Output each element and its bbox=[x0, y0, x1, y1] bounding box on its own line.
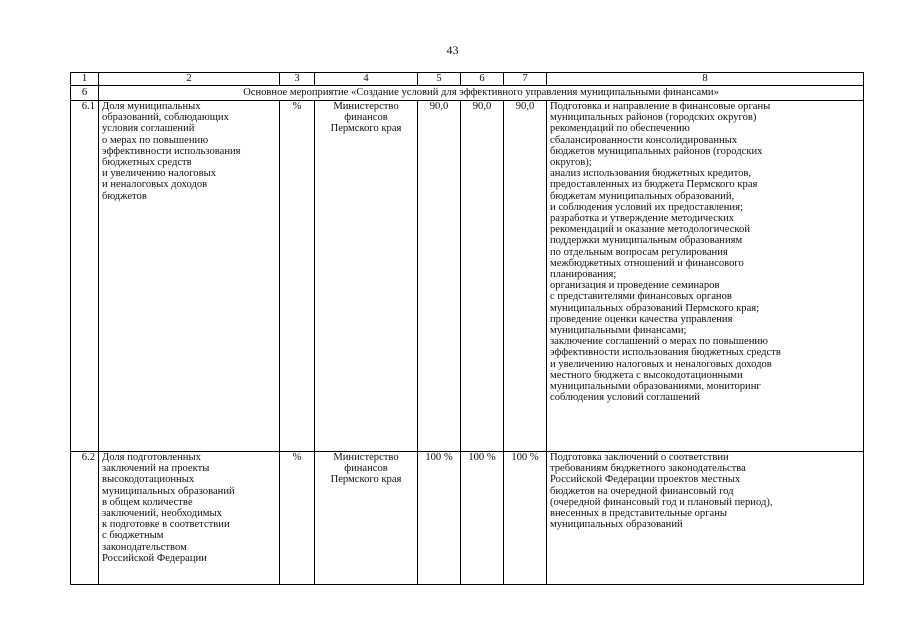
header-row bbox=[71, 73, 864, 86]
text-line: Доля муниципальных bbox=[102, 101, 201, 112]
unit-cell: % bbox=[280, 452, 315, 585]
text-line: эффективности использования бюджетных средств bbox=[550, 347, 781, 359]
text-line: внесенных в представительные органы bbox=[550, 508, 727, 520]
text-line: и неналоговых доходов bbox=[102, 179, 208, 191]
text-line: (очередной финансовый год и плановый период), bbox=[550, 496, 773, 508]
text-line: анализ использования бюджетных кредитов, bbox=[550, 168, 752, 180]
text-line: Российской Федерации проектов местных bbox=[550, 474, 741, 486]
text-line: условия соглашений bbox=[102, 123, 195, 135]
actions-cell bbox=[547, 452, 864, 585]
indicator-cell bbox=[99, 452, 280, 585]
text-line: Российской Федерации bbox=[102, 552, 207, 564]
header-cell: 5 bbox=[418, 73, 461, 86]
text-line: рекомендаций по обеспечению bbox=[550, 123, 690, 135]
unit-cell: % bbox=[280, 101, 315, 452]
text-line: к подготовке в соответствии bbox=[102, 519, 230, 531]
text-line: предоставленных из бюджета Пермского края bbox=[550, 179, 758, 191]
text-line: муниципальных образований bbox=[550, 519, 683, 531]
text-line: муниципальных районов (городских округов) bbox=[550, 112, 757, 124]
text-line: высокодотационных bbox=[102, 474, 195, 486]
value-cell: 100 % bbox=[418, 452, 461, 585]
section-title: Основное мероприятие «Создание условий для эффективного управления муниципальными финансами» bbox=[99, 86, 864, 101]
actions-cell bbox=[547, 101, 864, 452]
text-line: бюджетам муниципальных образований, bbox=[550, 190, 735, 202]
text-line: межбюджетных отношений и финансового bbox=[550, 257, 744, 269]
section-row bbox=[71, 86, 864, 101]
text-line: сбалансированности консолидированных bbox=[550, 134, 738, 146]
text-line: Подготовка заключений о соответствии bbox=[550, 452, 729, 463]
text-line: и соблюдения условий их предоставления; bbox=[550, 201, 743, 213]
text-line: заключений, необходимых bbox=[102, 508, 222, 520]
measures-table bbox=[70, 72, 864, 585]
value-cell: 90,0 bbox=[504, 101, 547, 452]
text-line: законодательством bbox=[102, 541, 187, 553]
text-line: о мерах по повышению bbox=[102, 134, 209, 146]
text-line: бюджетов bbox=[102, 190, 147, 202]
header-cell: 1 bbox=[71, 73, 99, 86]
text-line: поддержки муниципальным образованиям bbox=[550, 235, 743, 247]
text-line: требованиям бюджетного законодательства bbox=[550, 463, 746, 475]
text-line: по отдельным вопросам регулирования bbox=[550, 246, 728, 258]
text-line: и увеличению налоговых и неналоговых доходов bbox=[550, 358, 772, 370]
text-line: муниципальными финансами; bbox=[550, 325, 687, 337]
text-line: Подготовка и направление в финансовые органы bbox=[550, 101, 771, 112]
text-line: организация и проведение семинаров bbox=[550, 280, 720, 292]
text-line: с бюджетным bbox=[102, 530, 164, 542]
text-line: и увеличению налоговых bbox=[102, 168, 216, 180]
header-cell: 8 bbox=[547, 73, 864, 86]
header-cell: 4 bbox=[315, 73, 418, 86]
text-line: финансов bbox=[344, 112, 388, 124]
text-line: разработка и утверждение методических bbox=[550, 213, 735, 225]
text-line: Доля подготовленных bbox=[102, 452, 201, 463]
text-line: округов); bbox=[550, 157, 592, 169]
text-line: Министерство bbox=[333, 452, 399, 463]
text-line: эффективности использования bbox=[102, 145, 241, 157]
indicator-cell bbox=[99, 101, 280, 452]
value-cell: 90,0 bbox=[418, 101, 461, 452]
responsible-cell bbox=[315, 101, 418, 452]
text-line: финансов bbox=[344, 463, 388, 475]
row-number: 6.1 bbox=[71, 101, 99, 452]
text-line: заключений на проекты bbox=[102, 463, 210, 475]
text-line: местного бюджета с высокодотационными bbox=[550, 369, 743, 381]
section-number: 6 bbox=[71, 86, 99, 101]
text-line: бюджетов на очередной финансовый год bbox=[550, 485, 734, 497]
text-line: муниципальных образований bbox=[102, 485, 235, 497]
table-row bbox=[71, 452, 864, 585]
text-line: образований, соблюдающих bbox=[102, 112, 229, 124]
header-cell: 7 bbox=[504, 73, 547, 86]
text-line: проведение оценки качества управления bbox=[550, 313, 733, 325]
page-number: 43 bbox=[446, 43, 459, 57]
text-line: Министерство bbox=[333, 101, 399, 112]
text-line: муниципальными образованиями, мониторинг bbox=[550, 381, 761, 393]
text-line: Пермского края bbox=[330, 123, 402, 135]
text-line: заключение соглашений о мерах по повышению bbox=[550, 336, 768, 348]
value-cell: 100 % bbox=[504, 452, 547, 585]
text-line: соблюдения условий соглашений bbox=[550, 392, 700, 404]
header-cell: 3 bbox=[280, 73, 315, 86]
text-line: с представителями финансовых органов bbox=[550, 291, 732, 303]
text-line: муниципальных образований Пермского края; bbox=[550, 302, 760, 314]
text-line: рекомендаций и оказание методологической bbox=[550, 224, 751, 236]
value-cell: 100 % bbox=[461, 452, 504, 585]
responsible-cell bbox=[315, 452, 418, 585]
table-row bbox=[71, 101, 864, 452]
text-line: бюджетов муниципальных районов (городских bbox=[550, 145, 763, 157]
value-cell: 90,0 bbox=[461, 101, 504, 452]
header-cell: 2 bbox=[99, 73, 280, 86]
header-cell: 6 bbox=[461, 73, 504, 86]
row-number: 6.2 bbox=[71, 452, 99, 585]
text-line: Пермского края bbox=[330, 474, 402, 486]
text-line: бюджетных средств bbox=[102, 157, 192, 169]
text-line: в общем количестве bbox=[102, 496, 193, 508]
text-line: планирования; bbox=[550, 269, 617, 281]
